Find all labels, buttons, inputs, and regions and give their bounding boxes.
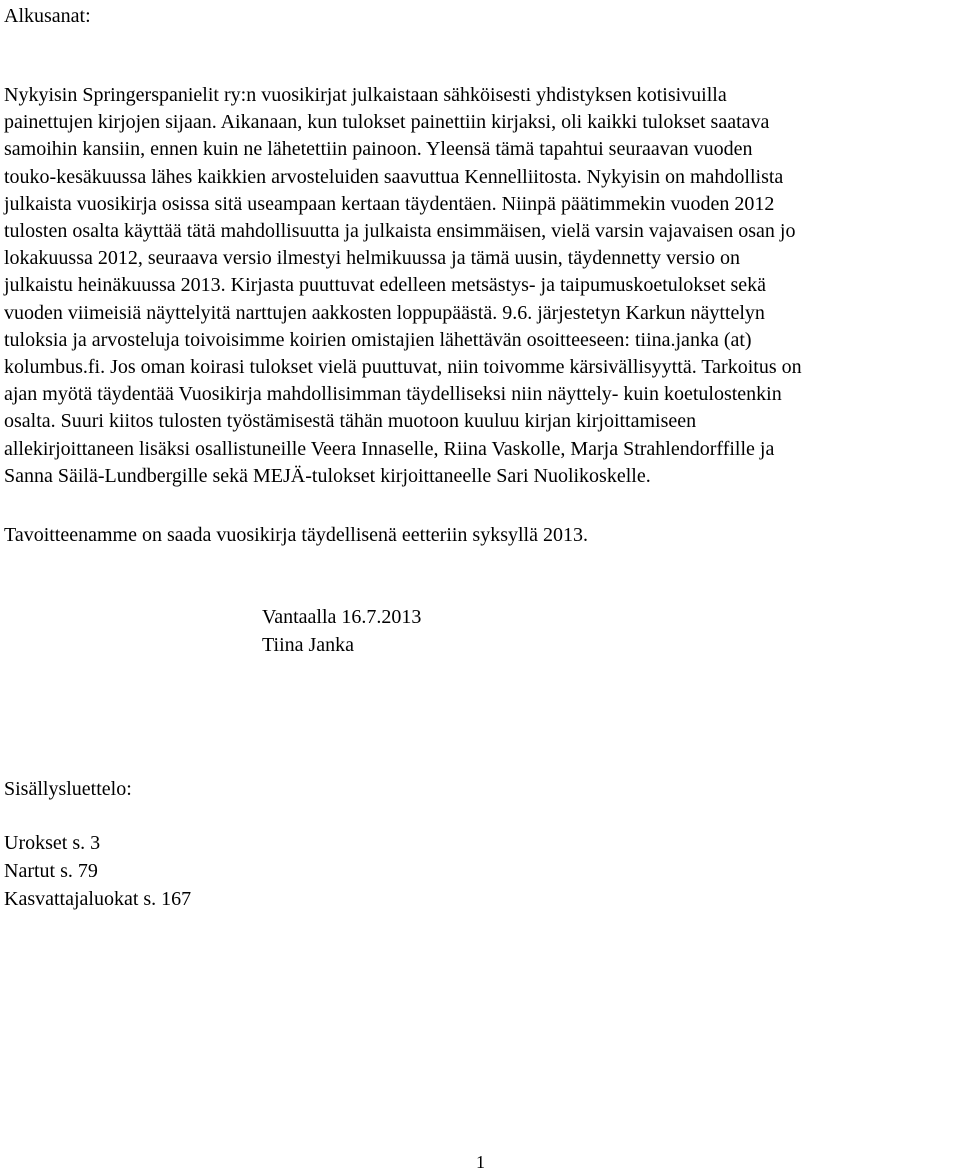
page-number: 1 bbox=[476, 1152, 485, 1172]
paragraph-line: julkaistu heinäkuussa 2013. Kirjasta puuttuvat edelleen metsästys- ja taipumuskoetulokset sekä bbox=[4, 274, 767, 297]
paragraph-line: tuloksia ja arvosteluja toivoisimme koirien omistajien lähettävän osoitteeseen: tiina.janka (at) bbox=[4, 328, 752, 351]
paragraph-line: touko-kesäkuussa lähes kaikkien arvosteluiden saavuttua Kennelliitosta. Nykyisin on mahdollista bbox=[4, 165, 784, 188]
paragraph-line: lokakuussa 2012, seuraava versio ilmestyi helmikuussa ja tämä uusin, täydennetty versio on bbox=[4, 247, 740, 270]
paragraph-line: kolumbus.fi. Jos oman koirasi tulokset vielä puuttuvat, niin toivomme kärsivällisyyttä. Tarkoitus on bbox=[4, 356, 802, 379]
goal-statement: Tavoitteenamme on saada vuosikirja täydellisenä eetteriin syksyllä 2013. bbox=[4, 524, 588, 546]
paragraph-line: Nykyisin Springerspanielit ry:n vuosikirjat julkaistaan sähköisesti yhdistyksen kotisivuilla bbox=[4, 84, 727, 106]
preface-paragraph bbox=[4, 82, 958, 490]
signature-place-date: Vantaalla 16.7.2013 bbox=[262, 606, 422, 628]
paragraph-line: vuoden viimeisiä näyttelyitä narttujen aakkosten loppupäästä. 9.6. järjestetyn Karkun näyttelyn bbox=[4, 301, 765, 324]
toc-list bbox=[4, 829, 191, 913]
paragraph-line: tulosten osalta käyttää tätä mahdollisuutta ja julkaista ensimmäisen, vielä varsin vajavaisen osan jo bbox=[4, 220, 796, 243]
paragraph-line: ajan myötä täydentää Vuosikirja mahdollisimman täydelliseksi niin näyttely- kuin koetulostenkin bbox=[4, 383, 782, 406]
paragraph-line: painettujen kirjojen sijaan. Aikanaan, kun tulokset painettiin kirjaksi, oli kaikki tulokset saatava bbox=[4, 111, 770, 134]
toc-item: Nartut s. 79 bbox=[4, 860, 98, 882]
paragraph-line: Sanna Säilä-Lundbergille sekä MEJÄ-tulokset kirjoittaneelle Sari Nuolikoskelle. bbox=[4, 464, 651, 487]
toc-title: Sisällysluettelo: bbox=[4, 778, 132, 800]
paragraph-line: osalta. Suuri kiitos tulosten työstämisestä tähän muotoon kuuluu kirjan kirjoittamiseen bbox=[4, 410, 697, 433]
toc-item: Urokset s. 3 bbox=[4, 832, 101, 854]
paragraph-line: allekirjoittaneen lisäksi osallistuneille Veera Innaselle, Riina Vaskolle, Marja Strahlendorffille ja bbox=[4, 437, 775, 460]
signature-name: Tiina Janka bbox=[262, 634, 355, 656]
signature-block bbox=[262, 603, 421, 659]
paragraph-line: julkaista vuosikirja osissa sitä useampaan kertaan täydentäen. Niinpä päätimmekin vuoden 2012 bbox=[4, 192, 775, 215]
section-heading: Alkusanat: bbox=[4, 5, 91, 27]
toc-item: Kasvattajaluokat s. 167 bbox=[4, 888, 192, 910]
paragraph-line: samoihin kansiin, ennen kuin ne lähetettiin painoon. Yleensä tämä tapahtui seuraavan vuoden bbox=[4, 138, 753, 161]
